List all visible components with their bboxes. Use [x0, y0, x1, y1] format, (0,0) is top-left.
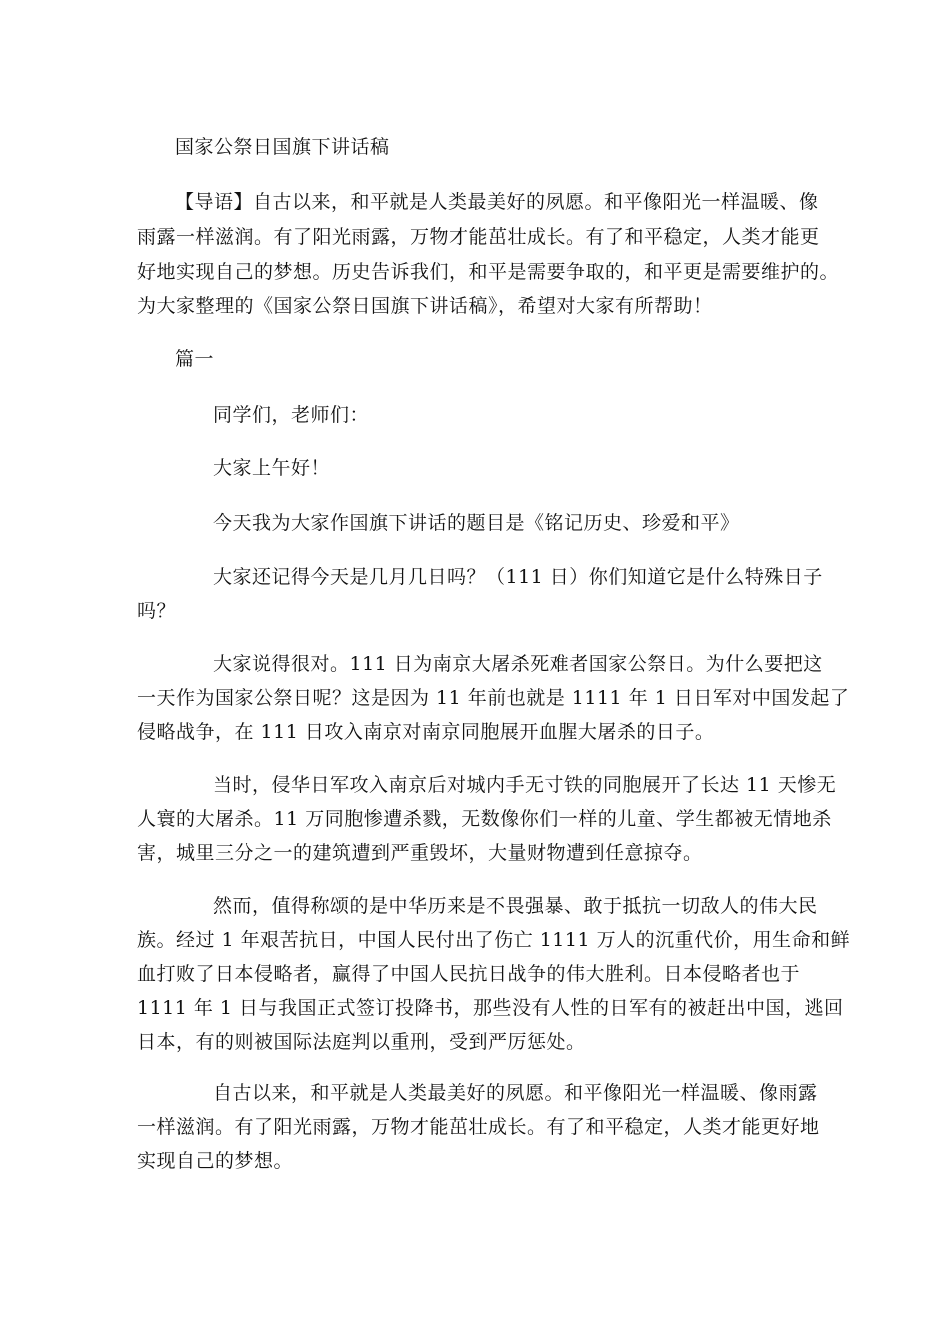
intro-line: 为大家整理的《国家公祭日国旗下讲话稿》，希望对大家有所帮助！ — [137, 295, 713, 317]
greeting-line: 同学们，老师们： — [213, 404, 370, 426]
paragraph-line: 当时，侵华日军攻入南京后对城内手无寸铁的同胞展开了长达 11 天惨无 — [213, 774, 837, 796]
paragraph-line: 日本，有的则被国际法庭判以重刑，受到严厉惩处。 — [137, 1031, 586, 1053]
paragraph-line: 人寰的大屠杀。11 万同胞惨遭杀戮，无数像你们一样的儿童、学生都被无情地杀 — [137, 808, 832, 830]
paragraph-line: 然而，值得称颂的是中华历来是不畏强暴、敢于抵抗一切敌人的伟大民 — [213, 895, 818, 917]
paragraph-line: 族。经过 1 年艰苦抗日，中国人民付出了伤亡 1111 万人的沉重代价，用生命和鲜 — [137, 929, 851, 951]
paragraph-line: 1111 年 1 日与我国正式签订投降书，那些没有人性的日军有的被赶出中国，逃回 — [137, 997, 844, 1019]
paragraph-line: 大家还记得今天是几月几日吗？（111 日）你们知道它是什么特殊日子 — [213, 566, 823, 588]
paragraph-line: 自古以来，和平就是人类最美好的夙愿。和平像阳光一样温暖、像雨露 — [213, 1082, 818, 1104]
document-title: 国家公祭日国旗下讲话稿 — [175, 136, 390, 158]
intro-line: 好地实现自己的梦想。历史告诉我们，和平是需要争取的，和平更是需要维护的。 — [137, 261, 840, 283]
paragraph-line: 一天作为国家公祭日呢？这是因为 11 年前也就是 1111 年 1 日日军对中国发起了 — [137, 687, 850, 709]
intro-line: 雨露一样滋润。有了阳光雨露，万物才能茁壮成长。有了和平稳定，人类才能更 — [137, 226, 820, 248]
section-heading: 篇一 — [175, 348, 215, 370]
paragraph-line: 实现自己的梦想。 — [137, 1150, 294, 1172]
paragraph-line: 血打败了日本侵略者，赢得了中国人民抗日战争的伟大胜利。日本侵略者也于 — [137, 963, 801, 985]
intro-line: 【导语】自古以来，和平就是人类最美好的夙愿。和平像阳光一样温暖、像 — [175, 191, 819, 213]
paragraph-line: 吗？ — [137, 600, 177, 622]
morning-greeting: 大家上午好！ — [213, 457, 331, 479]
paragraph-line: 一样滋润。有了阳光雨露，万物才能茁壮成长。有了和平稳定，人类才能更好地 — [137, 1116, 820, 1138]
paragraph-line: 侵略战争，在 111 日攻入南京对南京同胞展开血腥大屠杀的日子。 — [137, 721, 715, 743]
paragraph-line: 害，城里三分之一的建筑遭到严重毁坏，大量财物遭到任意掠夺。 — [137, 842, 703, 864]
speech-topic: 今天我为大家作国旗下讲话的题目是《铭记历史、珍爱和平》 — [213, 512, 740, 534]
paragraph-line: 大家说得很对。111 日为南京大屠杀死难者国家公祭日。为什么要把这 — [213, 653, 823, 675]
